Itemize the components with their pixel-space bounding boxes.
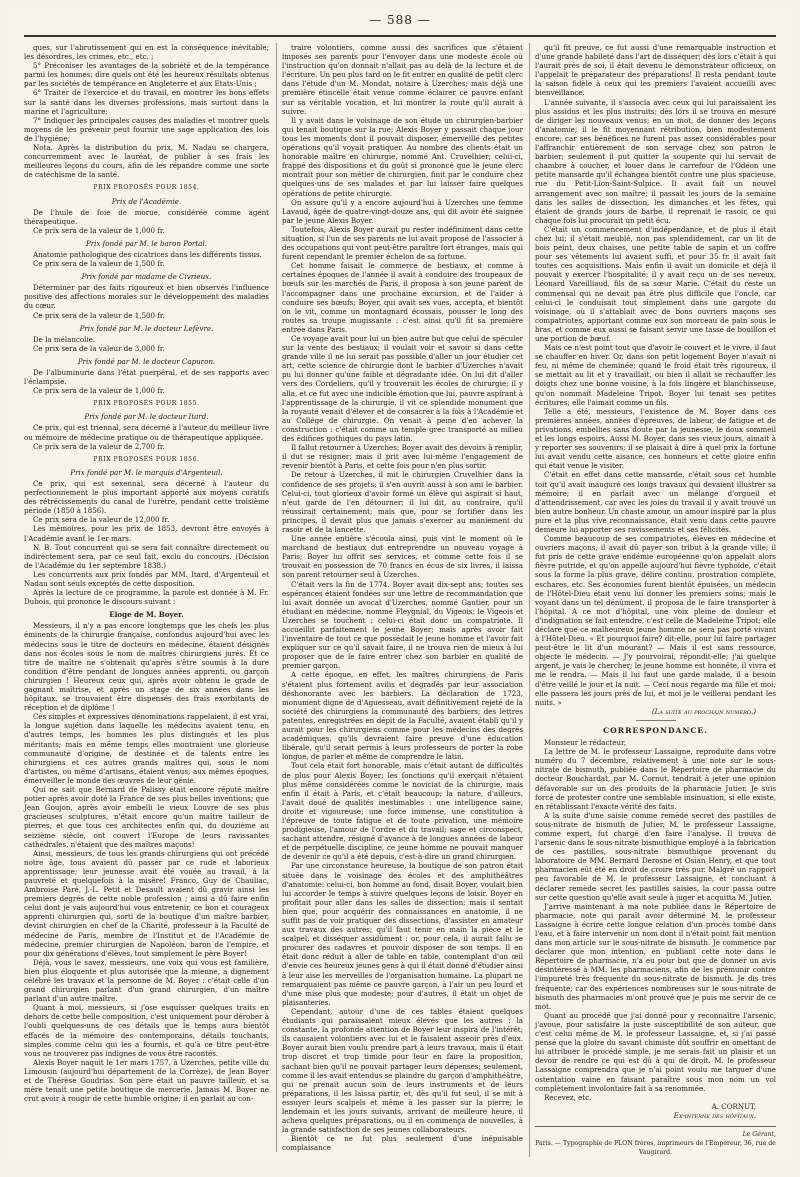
paragraph: Telle a été, messieurs, l'existence de M. Boyer dans ces premières années, années d'épreuves, de labeur, de fatigue et de privations, embellies sans doute par la jeunesse, le doux sommeil et les longs espoirs. Aussi M. Boyer, dans ses vieux jours, aimait à y reporter ses souvenirs; il se plaisait à dire à quel prix la fortune lui avait vendu cette aisance, ces honneurs et cette gloire enfin qui était venue le visiter. (535, 406, 776, 471)
paragraph: Quant à moi, messieurs, si j'ose esquisser quelques traits en dehors de cette belle composition, c'est uniquement pour dérober à l'oubli quelques-uns de ces détails que le temps aura bientôt effacés de la mémoire des contemporains, détails touchants, simples comme celui qui les a fournis, et qu'à ce titre peut-être vous ne trouverez pas indignes de vous être racontés. (24, 1003, 269, 1058)
prize-value: Ce prix sera de la valeur de 1,500 fr. (33, 259, 165, 269)
paragraph: 7° Indiquer les principales causes des maladies et montrer quels moyens de les prévenir peut fournir une sage application des lois de l'hygiène; (24, 115, 269, 143)
paragraph: Messieurs, il n'y a pas encore longtemps que les chefs les plus éminents de la chirurgie française, confondus aujourd'hui avec les médecins sous le titre de docteurs en médecine, étaient désignés dans nos écoles sous le nom de maîtres chirurgiens jurés. Et ce titre de maître ne s'obtenait qu'après s'être soumis à la dure condition d'être pendant de longues années apprenti, ou garçon chirurgien ! Heureux ceux qui, après avoir obtenu le grade de gagnant maîtrise, et après un stage de six années dans les hôpitaux, se trouvaient être dispensés des frais exorbitants de réception et de diplôme ! (24, 621, 269, 713)
prize-value: Ce prix sera de la valeur de 3,000 fr. (33, 343, 165, 353)
section-heading: PRIX PROPOSÉS POUR 1856. (93, 455, 200, 463)
paragraph: Cependant, autour d'une de ces tables étaient quelques étudiants qui paraissaient mieux élevés que les autres : la constante, la profonde attention de Boyer leur inspira de l'intérêt; ils causaient volontiers avec lui et le faisaient asseoir près d'eux. Boyer aurait bien voulu prendre part à leurs travaux, mais il était trop discret et trop timide pour leur en faire la proposition, sachant bien qu'il ne pouvait partager leurs dépenses; seulement, comme il les avait entendus se plaindre du garçon d'amphithéâtre, qui ne prenait aucun soin de leurs instruments et de leurs préparations, il les laissa partir, et, dès qu'il fut seul, il se mit à essuyer leurs scalpels et même à les passer sur la pierre; le lendemain et les jours suivants, arrivant de meilleure heure, il acheva quelques préparations, ou il en commença de nouvelles, à la grande satisfaction de ses jeunes collaborateurs. (282, 1006, 523, 1135)
paragraph: Après la lecture de ce programme, la parole est donnée à M. Fr. Dubois, qui prononce le discours suivant : (24, 588, 269, 607)
paragraph: Comme beaucoup de ses compatriotes, élèves en médecine et ouvriers maçons, il avait dû payer son tribut à la grande ville; il fut pris de cette grave endémie européenne qu'on appelait alors fièvre putride, et qu'on appelle aujourd'hui fièvre typhoïde, c'était sous la forme la plus grave, délire continu, prostration complète, eschares, etc. Ses économies furent bientôt épuisées, un médecin de l'Hôtel-Dieu était venu lui donner les premiers soins; mais le voyant dans un tel dénûment, il proposa de le faire transporter à l'hôpital. A ce mot d'hôpital, une voix pleine de douleur et d'indignation se fait entendre, c'est celle de Madeleine Tripot; elle déclare que ce malheureux jeune homme ne sera pas porté vivant à l'Hôtel-Dieu. « Et pourquoi faire? dit-elle, pour lui faire partager peut-être le lit d'un mourant? — Mais il est sans ressource, objecte le médecin. — J'y pourvoirai, répondit-elle; j'ai quelque argent, je vais le chercher; le jeune homme est honnête, il vivra et me le rendra. — Mais il lui faut une garde malade, il a besoin d'être veillé le jour et la nuit. — Ceci nous regarde ma fille et moi; elle passera les jours près de lui, et moi je le veillerai pendant les nuits. » (535, 534, 776, 707)
paragraph: N. B. Tout concurrent qui se sera fait connaître directement ou indirectement sera, par ce seul fait, exclu du concours. (Décision de l'Académie du 1er septembre 1838.) (24, 542, 269, 570)
paragraph: Ce prix, qui est triennal, sera décerné à l'auteur du meilleur livre ou mémoire de médecine pratique ou de thérapeutique appliquée. (24, 423, 269, 442)
paragraph: Mais ce n'est point tout que d'avoir le couvert et le vivre, il faut se chauffer en hiver. Or, dans son petit logement Boyer n'avait ni feu, ni même de cheminée; quand le froid était très rigoureux, il se mettait au lit et y travaillait, ou bien il allait se réchauffer les doigts chez une bonne voisine, à la fois lingère et blanchisseuse, qu'on nommait Madeleine Tripot. Boyer lui tenait ses petites écritures; elle l'aimait comme un fils. (535, 343, 776, 407)
paragraph: Déterminer par des faits rigoureux et bien observés l'influence positive des affections morales sur le développement des maladies du cœur. (24, 283, 269, 311)
paragraph: L'année suivante, il s'associa avec ceux qui lui paraissaient les plus assidus et les plus instruits; dès lors il se trouva en mesure de diriger les nouveaux venus; en un mot, de donner des leçons d'anatomie; il le fit moyennant rétribution, bien modestement encore; car ses bénéfices ne furent pas assez considérables pour l'affranchir entièrement de son servage chez son patron le barbier; seulement il put quitter la soupente qui lui servait de chambre à coucher, et louer dans le carrefour de l'Odéon une petite mansarde qu'il échangea bientôt contre une plus spacieuse, rue du Petit-Lion-Saint-Sulpice. Il avait fait un nouvel arrangement avec son maître; il passait les jours de la semaine dans les salles de dissection, les dimanches et les fêtes, qui étaient de grands jours de barbe, il reprenait le rasoir, ce qui chaque fois lui procurait un petit écu. (535, 97, 776, 225)
paragraph: Ce voyage avait pour lui un bien autre but que celui de spéculer sur la vente des bestiaux; il voulait voir et savoir si dans cette grande ville il ne lui serait pas possible d'aller un jour étudier cet art, cette science de chirurgie dont le barbier d'Uzerches n'avait pu lui donner qu'une faible et dégradante idée. On lui dit d'aller vers des Cordeliers, qu'il y trouverait les écoles de chirurgie; il y alla, et ce fut avec une indicible émotion que lui, pauvre aspirant à l'apprentissage de la chirurgie, il vit ce splendide monument que la royauté venait d'élever et de consacrer à la fois à l'Académie et au Collége de chirurgie. On venait à peine d'en achever la construction : c'était comme un temple grec transporté au milieu des édifices gothiques du pays latin. (282, 334, 523, 444)
paragraph: Les concurrents aux prix fondés par MM. Itard, d'Argenteuil et Nadau sont seuls exceptés de cette disposition. (24, 569, 269, 588)
prize-value: Ce prix sera de la valeur de 1,000 fr. (33, 386, 165, 396)
paragraph: Quant au procédé que j'ai donné pour y reconnaître l'arsenic, j'avoue, pour satisfaire la juste susceptibilité de son auteur, que c'est celui même de M. le professeur Lassaigne, et, si j'ai passé pensé que la gloire du savant chimiste dût souffrir en omettant de lui attribuer le procédé simple, je me serais fait un plaisir et un devoir de rendre ce qui est dû à qui de droit. M. le professeur Lassaigne comprendra que je n'ai point voulu me targuer d'une ostentation vaine en faisant paraître sous mon nom un vol complètement involontaire fait à sa renommée. (535, 1010, 776, 1093)
prize-title: Prix fondé par M. le baron Portal. (85, 238, 208, 248)
column-right (529, 43, 776, 1157)
eloge-heading: Eloge de M. Boyer. (109, 610, 184, 620)
paragraph: Ainsi, messieurs, de tous les grands chirurgiens qui ont précédé notre âge, tous avaient dû passer par ce rude et laborieux apprentissage; leur jeunesse avait été vouée au travail, à la pauvreté et quelquefois à la misère! Franco, Guy de Chauliac, Ambroise Paré, J.-L. Petit et Desault avaient dû gravir ainsi les premiers degrés de cette noble profession ; ainsi a dû faire enfin celui dont je vais aujourd'hui vous entretenir, ce bon et courageux apprenti chirurgien qui, sorti de la boutique d'un maître barbier, devint chirurgien en chef de la Charité, professeur à la Faculté de médecine de Paris, membre de l'Institut et de l'Académie de médecine, premier chirurgien de Napoléon, baron de l'empire, et pour dix générations d'élèves, tout simplement le père Boyer! (24, 848, 269, 958)
paragraph: Les mémoires, pour les prix de 1853, devront être envoyés à l'Académie avant le 1er mars. (24, 524, 269, 543)
prize-title: Prix fondé par M. le docteur Capuron. (77, 356, 216, 366)
closing: Recevez, etc. (544, 1092, 592, 1102)
paragraph: C'était en effet dans cette mansarde, c'était sous cet humble toit qu'il avait inauguré ces longs travaux qui devaient illustrer sa mémoire; il en parlait avec un mélange d'orgueil et d'attendrissement, car avec les joies du travail il y avait trouvé un bien autre bonheur. Un chaste amour, un amour inspiré par la plus pure et la plus vive reconnaissance, était venu dans cette pauvre demeure lui apporter ses ravissements et ses félicités. (535, 470, 776, 534)
printer-footer (535, 1126, 776, 1157)
paragraph: Tout cela était fort honorable, mais c'était autant de difficultés de plus pour Alexis Boyer; les fonctions qu'il exerçait n'étaient plus même considérées comme le noviciat de la chirurgie, mais enfin il était à Paris, et c'était beaucoup; la nature, d'ailleurs, l'avait doué de qualités inestimables : une intelligence saine, droite et vigoureuse; une force immense, une constitution à l'épreuve de toute fatigue et de toute privation, une mémoire prodigieuse, l'amour de l'ordre et du travail; sage et circonspect, sachant attendre, résigné d'avance à de longues années de labeur et de perpétuelle discipline, ce jeune homme ne pouvait manquer de devenir ce qu'il a été depuis, c'est-à-dire un grand chirurgien. (282, 761, 523, 862)
column-left (24, 43, 269, 1103)
paragraph: J'arrive maintenant à ma note publiée dans le Répertoire de pharmacie, note qui paraît avoir déterminé M. le professeur Lassaigne à écrire cette longue relation d'un procès tombé dans l'eau, et à faire intervenir un nom dont il n'était point fait mention dans mon article sur le sous-nitrate de bismuth. Je commence par déclarer que mon intention, en publiant cette note dans le Répertoire de pharmacie, n'a eu pour but que de donner un avis désintéressé à MM. les pharmaciens, afin de les prémunir contre l'impureté très fréquente du sous-nitrate de bismuth. Je dis très fréquente; car des expériences nombreuses sur le sous-nitrate de bismuth des pharmacies m'ont prouvé que je puis me servir de ce mot. (535, 901, 776, 1011)
paragraph: De retour à Uzerches, il mit le chirurgien Cruvelhier dans la confidence de ses projets; il s'en ouvrit aussi à son ami le barbier. Celui-ci, tout glorieux d'avoir formé un élève qui aspirait si haut, n'eut garde de l'en détourner; il lui dit, au contraire, qu'il réussirait certainement; mais que, pour se fortifier dans les principes, il devait plus que jamais s'exercer au maniement du rasoir et de la lancette. (282, 470, 523, 534)
paragraph: traire volontiers, comme aussi des sacrifices que s'étaient imposés ses parents pour l'envoyer dans une modeste école où l'instruction qu'on donnait n'allait pas au delà de la lecture et de l'écriture. Un peu plus tard on le fit entrer en qualité de petit clerc dans l'étude d'un M. Mondat, notaire à Uzerches; mais déjà une première étincelle était venue comme éclairer ce pauvre enfant sur sa véritable vocation, et lui montrer la route qu'il aurait à suivre. (282, 43, 523, 116)
signature: A. CORNUT, (711, 1101, 756, 1111)
prize-value: Ce prix sera de la valeur de 1,500 fr. (33, 310, 165, 320)
paragraph: Bientôt ce ne fut plus seulement d'une inépuisable complaisance (282, 1134, 523, 1153)
prize-title: Prix fondé par M. le marquis d'Argenteuil. (70, 467, 223, 477)
paragraph: Qui ne sait que Bernard de Palissy était encore réputé maître potier après avoir doté la France de ses plus belles inventions; que Jean Goujon, après avoir embelli le vieux Louvre de ses plus gracieuses sculptures, n'était encore qu'un maître tailleur de pierres, et que tous ces architectes enfin qui, du douzième au seizième siècle, ont couvert l'Europe de leurs ravissantes cathédrales, n'étaient que des maîtres maçons! (24, 785, 269, 849)
prize-value: Ce prix sera de la valeur de 12,000 fr. (33, 515, 170, 525)
paragraph: De l'huile de foie de morue, considérée comme agent thérapeutique. (24, 207, 269, 226)
paragraph: ques, sur l'abrutissement qui en est la conséquence inévitable; les désordres, les crimes, etc., etc. ; (24, 43, 269, 62)
paragraph: C'était un commencement d'indépendance, et de plus il était chez lui; il s'était meublé, non pas splendidement, car un lit de bois peint, deux chaises, une petite table de sapin et un coffre pour ses vêtements lui avaient suffi, et pour 35 fr. il avait fait toutes ces acquisitions. Mais enfin il avait un domicile et déjà il pouvait y exercer l'hospitalité; il y avait reçu un de ses neveux, Léonard Vareilliaud, fils de sa sœur Marie. C'était du reste un commensal qui ne devait pas être plus difficile que l'oncle, car celui-ci le conduisait tout simplement dans une gargote du voisinage, où il s'attablait avec de bons ouvriers maçons ses compatriotes, apportant comme eux son morceau de pain sous le bras, et comme eux aussi se faisant servir une tasse de bouillon et une portion de bœuf. (535, 224, 776, 343)
prize-title: Prix de l'Académie. (111, 196, 182, 206)
signature-title: Ex-interne des hôpitaux. (673, 1110, 756, 1120)
paragraph: C'était vers la fin de 1774. Boyer avait dix-sept ans; toutes ses espérances étaient fondées sur une lettre de recommandation que lui avait donnée un avocat d'Uzerches, nommé Gautier, pour un étudiant en médecine, nommé Fleygnial, du Vigeois; le Vigeois et Uzerches se touchent : celui-ci était donc un compatriote. Il accueillit parfaitement le jeune Boyer; mais après avoir fait l'inventaire de tout ce que possédait le jeune homme et l'avoir fait expliquer sur ce qu'il savait faire, il ne trouva rien de mieux à lui proposer que de le faire entrer chez son barbier en qualité de premier garçon. (282, 579, 523, 671)
paragraph: Anatomie pathologique des cicatrices dans les différents tissus. (33, 249, 262, 259)
paragraph: A cette époque, en effet, les maîtres chirurgiens de Paris s'étaient plus fortement avilis et dégradés par leur association déshonorante avec les barbiers. La déclaration de 1723, monument digne de d'Aguesseau, avait définitivement rejeté de la société des chirurgiens la communauté des barbiers; des lettres patentes, enregistrées en dépit de la Faculté, avaient établi qu'il y aurait pour les chirurgiens comme pour les médecins des degrés académiques, qu'ils devraient faire preuve d'une éducation libérale, qu'il serait permis à leurs professeurs de porter la robe longue, de parler et même de comprendre le latin. (282, 670, 523, 762)
page-number: — 588 — (369, 13, 431, 27)
paragraph: De la mélancolie. (33, 334, 96, 344)
column-middle (276, 43, 523, 1152)
paragraph: 5° Préconiser les avantages de la sobriété et de la tempérance parmi les hommes; dire quels ont été les heureux résultats obtenus par les sociétés de tempérance en Angleterre et aux Etats-Unis ; (24, 61, 269, 89)
paragraph: La lettre de M. le professeur Lassaigne, reproduite dans votre numéro du 7 décembre, relativement à une note sur le sous-nitrate de bismuth, publiée dans le Répertoire de pharmacie du docteur Bouchardat, par M. Cornut, tendrait à jeter une opinion défavorable sur un des produits de la pharmacie Jutier. Je suis forcé de protester contre une semblable insinuation, si elle existe, en rétablissant l'exacte vérité des faits. (535, 747, 776, 811)
paragraph: Déjà, vous le savez, messieurs, une voix qui vous est familière, bien plus éloquente et plus autorisée que la mienne, a dignement célébré les travaux et la personne de M. Boyer : c'était celle d'un grand chirurgien parlant d'un grand chirurgien, d'un maître parlant d'un autre maître. (24, 957, 269, 1004)
prize-title: Prix fondé par M. le docteur Itard. (84, 412, 209, 422)
salutation: Monsieur le rédacteur, (544, 738, 626, 748)
paragraph: A la suite d'une saisie comme remède secret des pastilles de sous-nitrate de bismuth de Jutier, M. le professeur Lassaigne, comme expert, fut chargé d'en faire l'analyse. Il trouva de l'arsenic dans le sous-nitrate bismuthique employé à la fabrication de ces pastilles, sous-nitrate bismuthique provenant du laboratoire de MM. Bernard Derosne et Osian Henry, et que tout pharmacien eût été en droit de croire très pur. Malgré un rapport peu favorable de M. le professeur Lassaigne, et concluant à déclarer remède secret les pastilles saisies, la cour passa outre sur cette question qu'elle avait seule à juger et acquitta M. Jutier. (535, 810, 776, 902)
paragraph: Il fallut retourner à Uzerches; Boyer avait des devoirs à remplir, il dut se résigner; mais il prit avec lui-même l'engagement de revenir bientôt à Paris, et cette fois pour n'en plus sortir. (282, 443, 523, 471)
paragraph: Ces simples et expressives dénominations rappelaient, il est vrai, la longue sujétion dans laquelle les médecins avaient tenu, en d'autres temps, les hommes les plus distingués et les plus méritants; mais en même temps elles montraient une glorieuse communauté d'origine, de destinée et de talents entre les chirurgiens et ces autres grands maîtres qui, sous le nom d'artistes, ou même d'artisans, étaient venus, aux mêmes époques, émerveiller le monde des œuvres de leur génie. (24, 712, 269, 785)
paragraph: Par une circonstance heureuse, la boutique de son patron était située dans le voisinage des écoles et des amphithéâtres d'anatomie: celui-ci, bon homme au fond, disait Boyer, voulait bien lui accorder le temps à suivre quelques leçons de loisir. Boyer en profitait pour aller dans les salles de dissection; mais il sentait bien que, pour acquérir des connaissances en anatomie, il ne suffit pas de voir pratiquer des dissections, d'assister en amateur aux travaux des autres; qu'il faut tenir en main la pièce et le scalpel, et disséquer assidûment : or, pour cela, il aurait fallu se procurer des cadavres et pouvoir disposer de son temps. Il en était donc réduit à aller de table en table, contemplant d'un œil d'envie ces heureux jeunes gens à qui il était donné d'étudier ainsi à leur aise les merveilles de l'organisation humaine. La plupart ne remarquaient pas même ce pauvre garçon, à l'air un peu lourd et d'une mise plus que modeste; pour d'autres, il était un objet de plaisanteries. (282, 861, 523, 1007)
paragraph: 6° Traiter de l'exercice et du travail, en montrer les bons effets sur la santé dans les diverses professions, mais surtout dans la marine et l'agriculture; (24, 88, 269, 116)
paragraph: Alexis Boyer naquit le 1er mars 1757, à Uzerches, petite ville du Limousin (aujourd'hui département de la Corrèze), de Jean Boyer et de Thérèse Goudrias. Son père était un pauvre tailleur, et sa mère tenait une petite boutique de mercerie. Jamais M. Boyer ne crut avoir à rougir de cette humble origine; il en parlait au con- (24, 1057, 269, 1104)
correspondence-heading: CORRESPONDANCE. (603, 725, 708, 735)
prize-title: Prix fondé par M. le docteur Lefèvre. (79, 323, 214, 333)
journal-page (10, 9, 790, 1159)
printer-line: Paris. — Typographie de PLON frères, imprimeurs de l'Empereur, 36, rue de Vaugirard. (535, 1140, 776, 1157)
prize-value: Ce prix sera de la valeur de 1,000 fr. (33, 225, 165, 235)
section-heading: PRIX PROPOSÉS POUR 1854. (93, 184, 200, 192)
paragraph: qu'il fit preuve, ce fut aussi d'une remarquable instruction et d'une grande habileté dans l'art de disséquer; dès lors c'était à qui l'aurait près de soi, il était devenu le démonstrateur officieux, on l'appelait le préparateur des préparations! Il resta pendant toute la saison fidèle à ceux qui les premiers l'avaient accueilli avec bienveillance. (535, 43, 776, 98)
to-be-continued: (La suite au prochain numéro.) (651, 706, 756, 716)
paragraph: De l'albuminurie dans l'état puerpéral, et de ses rapports avec l'éclampsie. (24, 368, 269, 387)
paragraph: Cet homme faisait le commerce de bestiaux, et comme à certaines époques de l'année il avait à conduire des troupeaux de bœufs sur les marchés de Paris, il proposa à son jeune parent de l'accompagner dans une prochaine excursion, et de l'aider à conduire ses bœufs; Boyer, qui avait ses vues, accepta, et bientôt on le vit, comme un montagnard écossais, pousser le long des routes sa troupe mugissante : c'est ainsi qu'il fit sa première entrée dans Paris. (282, 261, 523, 334)
prize-value: Ce prix sera de la valeur de 2,700 fr. (33, 441, 165, 451)
paragraph: Une année entière s'écoula ainsi, puis vint le moment où le marchand de bestiaux dut entreprendre un nouveau voyage à Paris; Boyer lui offrit ses services, et comme cette fois il se trouvait en possession de 70 francs en écus de six livres, il laissa son parent retourner seul à Uzerches. (282, 534, 523, 580)
paragraph: Toutefois, Alexis Boyer aurait pu rester indéfiniment dans cette situation, si l'un de ses parents ne lui avait proposé de l'associer à des occupations qui vont peut-être paraître fort étranges, mais qui furent cependant le premier échelon de sa fortune. (282, 224, 523, 262)
divider (636, 720, 676, 721)
section-heading: PRIX PROPOSÉS POUR 1855. (93, 400, 200, 408)
gerant-label: Le Gérant, (742, 1130, 776, 1138)
page-header (24, 9, 776, 37)
paragraph: Ce prix, qui est sexennal, sera décerné à l'auteur du perfectionnement le plus important apporté aux moyens curatifs des rétrécissements du canal de l'urètre, pendant cette troisième période (1850 à 1856). (24, 478, 269, 516)
paragraph: On assure qu'il y a encore aujourd'hui à Uzerches une femme Lavaud, âgée de quatre-vingt-douze ans, qui dit avoir été saignée par le jeune Alexis Boyer. (282, 197, 523, 225)
paragraph: Il y avait dans le voisinage de son étude un chirurgien-barbier qui tenait boutique sur la rue; Alexis Boyer y passait chaque jour tous les moments dont il pouvait disposer, émerveillé des petites opérations qu'il voyait pratiquer. Au nombre des clients était un honorable maître en chirurgie, nommé Ant. Cruvelhier; celui-ci, frappé des dispositions et du goût si prononcé que le jeune clerc montrait pour son métier de chirurgien, finit par le conduire chez quelques-uns de ses malades et par lui laisser faire quelques opérations de petite chirurgie. (282, 115, 523, 198)
nota-paragraph: Nota. Après la distribution du prix, M. Nadau se chargera, concurremment avec le lauréat, de publier à ses frais les meilleures leçons du cours, afin de les répandre comme une sorte de catéchisme de la santé. (24, 143, 269, 180)
prize-title: Prix fondé par madame de Civrieux. (81, 272, 212, 282)
